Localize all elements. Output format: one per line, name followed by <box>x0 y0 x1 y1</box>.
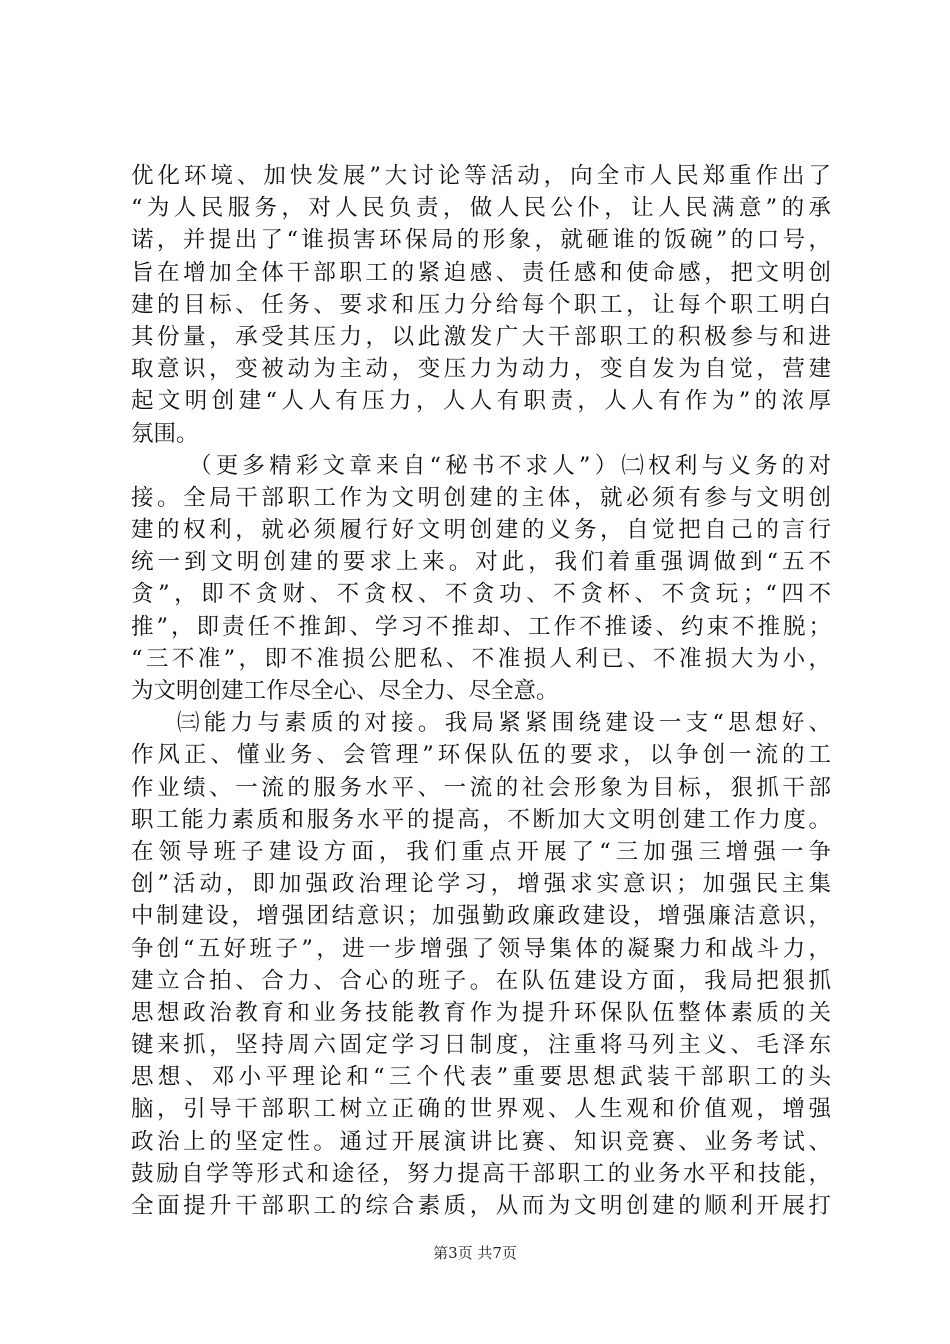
text-line: 氛围。 <box>131 420 199 447</box>
text-line: 建的目标、任务、要求和压力分给每个职工，让每个职工明白 <box>131 291 831 318</box>
text-line: 政治上的坚定性。通过开展演讲比赛、知识竞赛、业务考试、 <box>131 1128 831 1155</box>
text-line: 为文明创建工作尽全心、尽全力、尽全意。 <box>131 678 559 704</box>
text-line: 其份量，承受其压力，以此激发广大干部职工的积极参与和进 <box>131 323 831 350</box>
text-line: 诺，并提出了“谁损害环保局的形象，就砸谁的饭碗”的口号， <box>131 227 831 254</box>
text-line: 建立合拍、合力、合心的班子。在队伍建设方面，我局把狠抓 <box>131 967 831 994</box>
text-line: 中制建设，增强团结意识；加强勤政廉政建设，增强廉洁意识， <box>131 903 831 930</box>
text-line: 职工能力素质和服务水平的提高，不断加大文明创建工作力度。 <box>131 806 831 833</box>
text-line: 建的权利，就必须履行好文明创建的义务，自觉把自己的言行 <box>131 517 831 544</box>
text-line: 全面提升干部职工的综合素质，从而为文明创建的顺利开展打 <box>131 1193 831 1219</box>
text-line: 取意识，变被动为主动，变压力为动力，变自发为自觉，营建 <box>131 356 831 383</box>
text-line: 创”活动，即加强政治理论学习，增强求实意识；加强民主集 <box>131 871 831 898</box>
paragraph-start-line: ㈢能力与素质的对接。我局紧紧围绕建设一支“思想好、 <box>177 710 831 737</box>
text-line: 推”，即责任不推卸、学习不推却、工作不推诿、约束不推脱； <box>131 613 831 640</box>
text-line: 作业绩、一流的服务水平、一流的社会形象为目标，狠抓干部 <box>131 774 831 801</box>
text-line: 接。全局干部职工作为文明创建的主体，就必须有参与文明创 <box>131 484 831 511</box>
text-line: 作风正、懂业务、会管理”环保队伍的要求，以争创一流的工 <box>131 742 831 769</box>
text-line: 脑，引导干部职工树立正确的世界观、人生观和价值观，增强 <box>131 1096 831 1123</box>
text-line: 键来抓，坚持周六固定学习日制度，注重将马列主义、毛泽东 <box>131 1032 831 1059</box>
page-number-footer: 第3页 共7页 <box>433 1244 517 1262</box>
text-line: 旨在增加全体干部职工的紧迫感、责任感和使命感，把文明创 <box>131 259 831 286</box>
text-line: 鼓励自学等形式和途径，努力提高干部职工的业务水平和技能， <box>131 1160 831 1187</box>
text-line: “三不准”，即不准损公肥私、不准损人利已、不准损大为小， <box>131 645 831 672</box>
text-line: 争创“五好班子”，进一步增强了领导集体的凝聚力和战斗力， <box>131 935 831 962</box>
paragraph-start-line: （更多精彩文章来自“秘书不求人”）㈡权利与义务的对 <box>189 452 831 479</box>
text-line: 贪”，即不贪财、不贪权、不贪功、不贪杯、不贪玩；“四不 <box>131 581 831 608</box>
text-line: 统一到文明创建的要求上来。对此，我们着重强调做到“五不 <box>131 549 831 576</box>
text-line: 在领导班子建设方面，我们重点开展了“三加强三增强一争 <box>131 838 831 865</box>
text-line: 起文明创建“人人有压力，人人有职责，人人有作为”的浓厚 <box>131 388 831 415</box>
text-line: “为人民服务，对人民负责，做人民公仆，让人民满意”的承 <box>131 195 831 222</box>
text-line: 思想、邓小平理论和“三个代表”重要思想武装干部职工的头 <box>131 1064 831 1091</box>
text-line: 优化环境、加快发展”大讨论等活动，向全市人民郑重作出了 <box>131 163 831 189</box>
text-line: 思想政治教育和业务技能教育作为提升环保队伍整体素质的关 <box>131 999 831 1026</box>
document-body <box>131 160 831 1222</box>
